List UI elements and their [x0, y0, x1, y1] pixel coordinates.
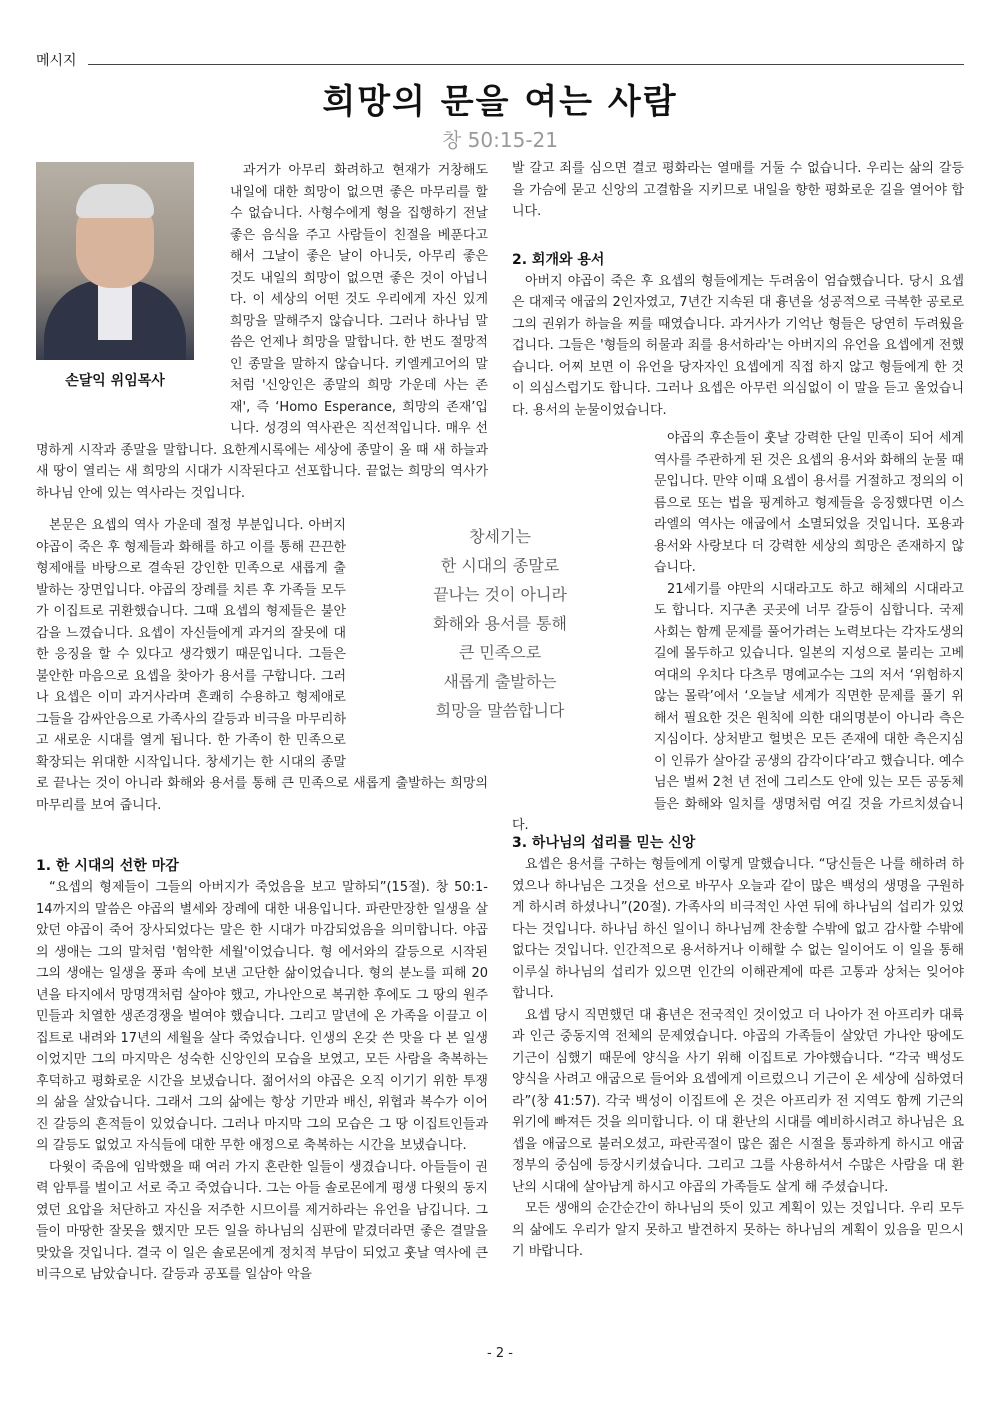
scripture-reference: 창 50:15-21 — [442, 128, 558, 152]
paragraph: 다윗이 죽음에 임박했을 때 여러 가지 혼란한 일들이 생겼습니다. 아들들이 권력 암투를 벌이고 서로 죽고 죽였습니다. 그는 아들 솔로몬에게 평생 다윗의 동지였던 요압을 처단하고 자신을 저주한 시므이를 제거하라는 유언을 남깁니다. 그들이 마땅한 잘못을 했지만 모든 일을 하나님의 심판에 맡겼더라면 좋은 결말을 맞았을 것입니다. 결국 이 일은 솔로몬에게 정치적 부담이 되었고 훗날 역사에 큰 비극으로 남았습니다. 갈등과 공포를 일삼아 악을 — [36, 1159, 488, 1282]
paragraph: “요셉의 형제들이 그들의 아버지가 죽었음을 보고 말하되”(15절). 창 50:1-14까지의 말씀은 야곱의 별세와 장례에 대한 내용입니다. 파란만장한 일생을 살았던 야곱이 죽어 장사되었다는 말은 한 시대가 마감되었음을 의미합니다. 야곱의 생애는 그의 말처럼 '험악한 세월'이었습니다. 형 에서와의 갈등으로 시작된 그의 생애는 일생을 풍파 속에 보낸 고단한 삶이었습니다. 형의 분노를 피해 20년을 타지에서 망명객처럼 살아야 했고, 가나안으로 복귀한 후에도 그 땅의 원주민들과 치열한 생존경쟁을 벌여야 했습니다. 그리고 말년에 온 가족을 이끌고 이집트로 내려와 17년의 세월을 살다 죽었습니다. 인생의 온갖 쓴 맛을 다 본 일생이었지만 그의 마지막은 성숙한 신앙인의 모습을 보였고, 모든 사람을 축복하는 후덕하고 평화로운 시간을 보냈습니다. 젊어서의 야곱은 오직 이기기 위한 투쟁의 삶을 살았습니다. 그래서 그의 삶에는 항상 기만과 배신, 위협과 복수가 이어진 갈등의 흔적들이 있었습니다. 그러나 마지막 그의 모습은 그 땅 이집트인들과의 갈등도 없었고 자식들에 대한 무한 애정으로 축복하는 시간을 보냈습니다. — [36, 880, 488, 1153]
pull-quote-line: 화해와 용서를 통해 — [433, 614, 567, 633]
left-column-top — [36, 160, 488, 504]
section-heading-1: 1. 한 시대의 선한 마감 — [36, 858, 179, 874]
right-column-bottom — [512, 832, 964, 1263]
paragraph: 모든 생애의 순간순간이 하나님의 뜻이 있고 계획이 있는 것입니다. 우리 모두의 삶에도 우리가 알지 못하고 발견하지 못하는 하나님의 계획이 있음을 믿으시기 바랍니다. — [512, 1201, 964, 1259]
paragraph: 아버지 야곱이 죽은 후 요셉의 형들에게는 두려움이 엄습했습니다. 당시 요셉은 대제국 애굽의 2인자였고, 7년간 지속된 대 흉년을 성공적으로 극복한 공로로 그의 권위가 하늘을 찌를 때였습니다. 과거사가 기억난 형들은 당연히 두려웠을 겁니다. 그들은 '형들의 허물과 죄를 용서하라'는 아버지의 유언을 요셉에게 전했습니다. 어찌 보면 이 유언을 당자자인 요셉에게 직접 하지 않고 형들에게 한 것이 의심스럽기도 합니다. 그러나 요셉은 아무런 의심없이 이 말을 듣고 울었습니다. 용서의 눈물이었습니다. — [512, 273, 964, 418]
pull-quote — [380, 522, 620, 725]
pull-quote-line: 큰 민족으로 — [458, 643, 542, 662]
paragraph: 요셉 당시 직면했던 대 흉년은 전국적인 것이었고 더 나아가 전 아프리카 대륙과 인근 중동지역 전체의 문제였습니다. 야곱의 가족들이 살았던 가나안 땅에도 기근이 심했기 때문에 양식을 사기 위해 이집트로 가야했습니다. “각국 백성도 양식을 사려고 애굽으로 들어와 요셉에게 이르렀으니 기근이 온 세상에 심하였더라”(창 41:57). 각국 백성이 이집트에 온 것은 아프리카 전 지역도 함께 기근의 위기에 빠져든 것을 의미합니다. 이 대 환난의 시대를 예비하시려고 하나님은 요셉을 애굽으로 불러오셨고, 파란곡절이 많은 젊은 시절을 통과하게 하시고 애굽 정부의 중심에 등장시키셨습니다. 그리고 그를 사용하셔서 수많은 사람을 대 환난의 시대에 살아남게 하시고 야곱의 가족들도 살게 해 주셨습니다. — [512, 1007, 964, 1195]
header-rule — [88, 64, 964, 65]
pull-quote-line: 한 시대의 종말로 — [440, 556, 560, 575]
pull-quote-line: 창세기는 — [469, 527, 531, 546]
paragraph: 발 갈고 죄를 심으면 결코 평화라는 열매를 거둘 수 없습니다. 우리는 삶의 갈등을 가슴에 묻고 신앙의 고결함을 지키므로 내일을 향한 평화로운 길을 열어야 합니다. — [512, 161, 964, 219]
pull-quote-line: 새롭게 출발하는 — [443, 672, 557, 691]
pull-quote-line: 희망을 말씀합니다 — [435, 701, 565, 720]
author-caption: 손달익 위임목사 — [65, 373, 165, 389]
section-heading-3: 3. 하나님의 섭리를 믿는 신앙 — [512, 835, 696, 851]
paragraph: 21세기를 야만의 시대라고도 하고 해체의 시대라고도 합니다. 지구촌 곳곳에 너무 갈등이 심합니다. 국제사회는 함께 문제를 풀어가려는 노력보다는 각자도생의 길에 몰두하고 있습니다. 일본의 지성으로 불리는 고베 여대의 우치다 다츠루 명예교수는 그의 저서 ‘위험하지 않는 몰락’에서 ‘오늘날 세계가 직면한 문제를 풀기 위해서 필요한 것은 원칙에 의한 대의명분이 아니라 측은지심이다. 상처받고 헐벗은 모든 존재에 대한 측은지심이 인류가 살아갈 공생의 감각이다’라고 했습니다. 예수님은 벌써 2천 년 전에 그리스도 안에 있는 모든 공동체들은 화해와 일치를 생명처럼 여길 것을 가르치셨습니다. — [512, 581, 964, 833]
paragraph: 요셉은 용서를 구하는 형들에게 이렇게 말했습니다. “당신들은 나를 해하려 하였으나 하나님은 그것을 선으로 바꾸사 오늘과 같이 많은 백성의 생명을 구원하게 하시려 하셨나니”(20절). 가족사의 비극적인 사연 뒤에 하나님의 섭리가 있었다는 것입니다. 하나님 하신 일이니 하나님께 찬송할 수밖에 없고 감사할 수밖에 없다는 것입니다. 인간적으로 용서하거나 이해할 수 없는 일이어도 이 일을 통해 이루실 하나님의 섭리가 있으면 인간의 이해관계에 따른 고통과 상처는 잊어야 합니다. — [512, 857, 964, 1001]
right-column-top — [512, 158, 964, 421]
section-label: 메시지 — [36, 53, 77, 69]
article-title: 희망의 문을 여는 사람 — [322, 82, 678, 122]
page-number: - 2 - — [487, 1346, 513, 1361]
pull-quote-line: 끝나는 것이 아니라 — [433, 585, 567, 604]
paragraph: 과거가 아무리 화려하고 현재가 거창해도 내일에 대한 희망이 없으면 좋은 마무리를 할 수 없습니다. 사형수에게 형을 집행하기 전날 좋은 음식을 주고 사람들이 친절을 베푼다고 해서 그날이 좋은 날이 아니듯, 아무리 좋은 것도 내일의 희망이 없으면 좋은 것이 아닙니다. 이 세상의 어떤 것도 우리에게 자신 있게 희망을 말해주지 않습니다. 그러나 하나님 말씀은 언제나 희망을 말합니다. 한 번도 절망적인 종말을 말하지 않습니다. 키엘케고어의 말처럼 '신앙인은 종말의 희망 가운데 사는 존재', 즉 ‘Homo Esperance, 희망의 존재’입니다. 성경의 역사관은 직선적입니다. 매우 선명하게 시작과 종말을 말합니다. 요한계시록에는 세상에 종말이 올 때 새 하늘과 새 땅이 열리는 새 희망의 시대가 시작된다고 선포합니다. 끝없는 희망의 역사가 하나님 안에 있는 역사라는 것입니다. — [36, 163, 488, 501]
left-column-bottom — [36, 855, 488, 1286]
section-heading-2: 2. 회개와 용서 — [512, 251, 605, 268]
paragraph: 야곱의 후손들이 훗날 강력한 단일 민족이 되어 세계 역사를 주관하게 된 것은 요셉의 용서와 화해의 눈물 때문입니다. 만약 이때 요셉이 용서를 거절하고 정의의 이름으로 또는 법을 핑계하고 형제들을 응징했다면 이스라엘의 역사는 애굽에서 소멸되었을 것입니다. 포용과 용서와 사랑보다 더 강력한 세상의 희망은 존재하지 않습니다. — [654, 431, 964, 575]
paragraph: 본문은 요셉의 역사 가운데 절정 부분입니다. 아버지 야곱이 죽은 후 형제들과 화해를 하고 이를 통해 끈끈한 형제애를 바탕으로 결속된 강인한 민족으로 새롭게 출발하는 장면입니다. 야곱의 장례를 치른 후 가족들 모두가 이집트로 귀환했습니다. 그때 요셉의 형제들은 불안감을 느꼈습니다. 요셉이 자신들에게 과거의 잘못에 대한 응징을 할 수 있다고 생각했기 때문입니다. 그들은 불안한 마음으로 요셉을 찾아가 용서를 구합니다. 그러나 요셉은 이미 과거사라며 흔쾌히 수용하고 형제애로 그들을 감싸안음으로 가족사의 갈등과 비극을 마무리하고 새로운 시대를 열게 됩니다. 한 가족이 한 민족으로 확장되는 위대한 시작입니다. 창세기는 한 시대의 종말로 끝나는 것이 아니라 화해와 용서를 통해 큰 민족으로 새롭게 출발하는 희망의 마무리를 보여 줍니다. — [36, 518, 488, 813]
